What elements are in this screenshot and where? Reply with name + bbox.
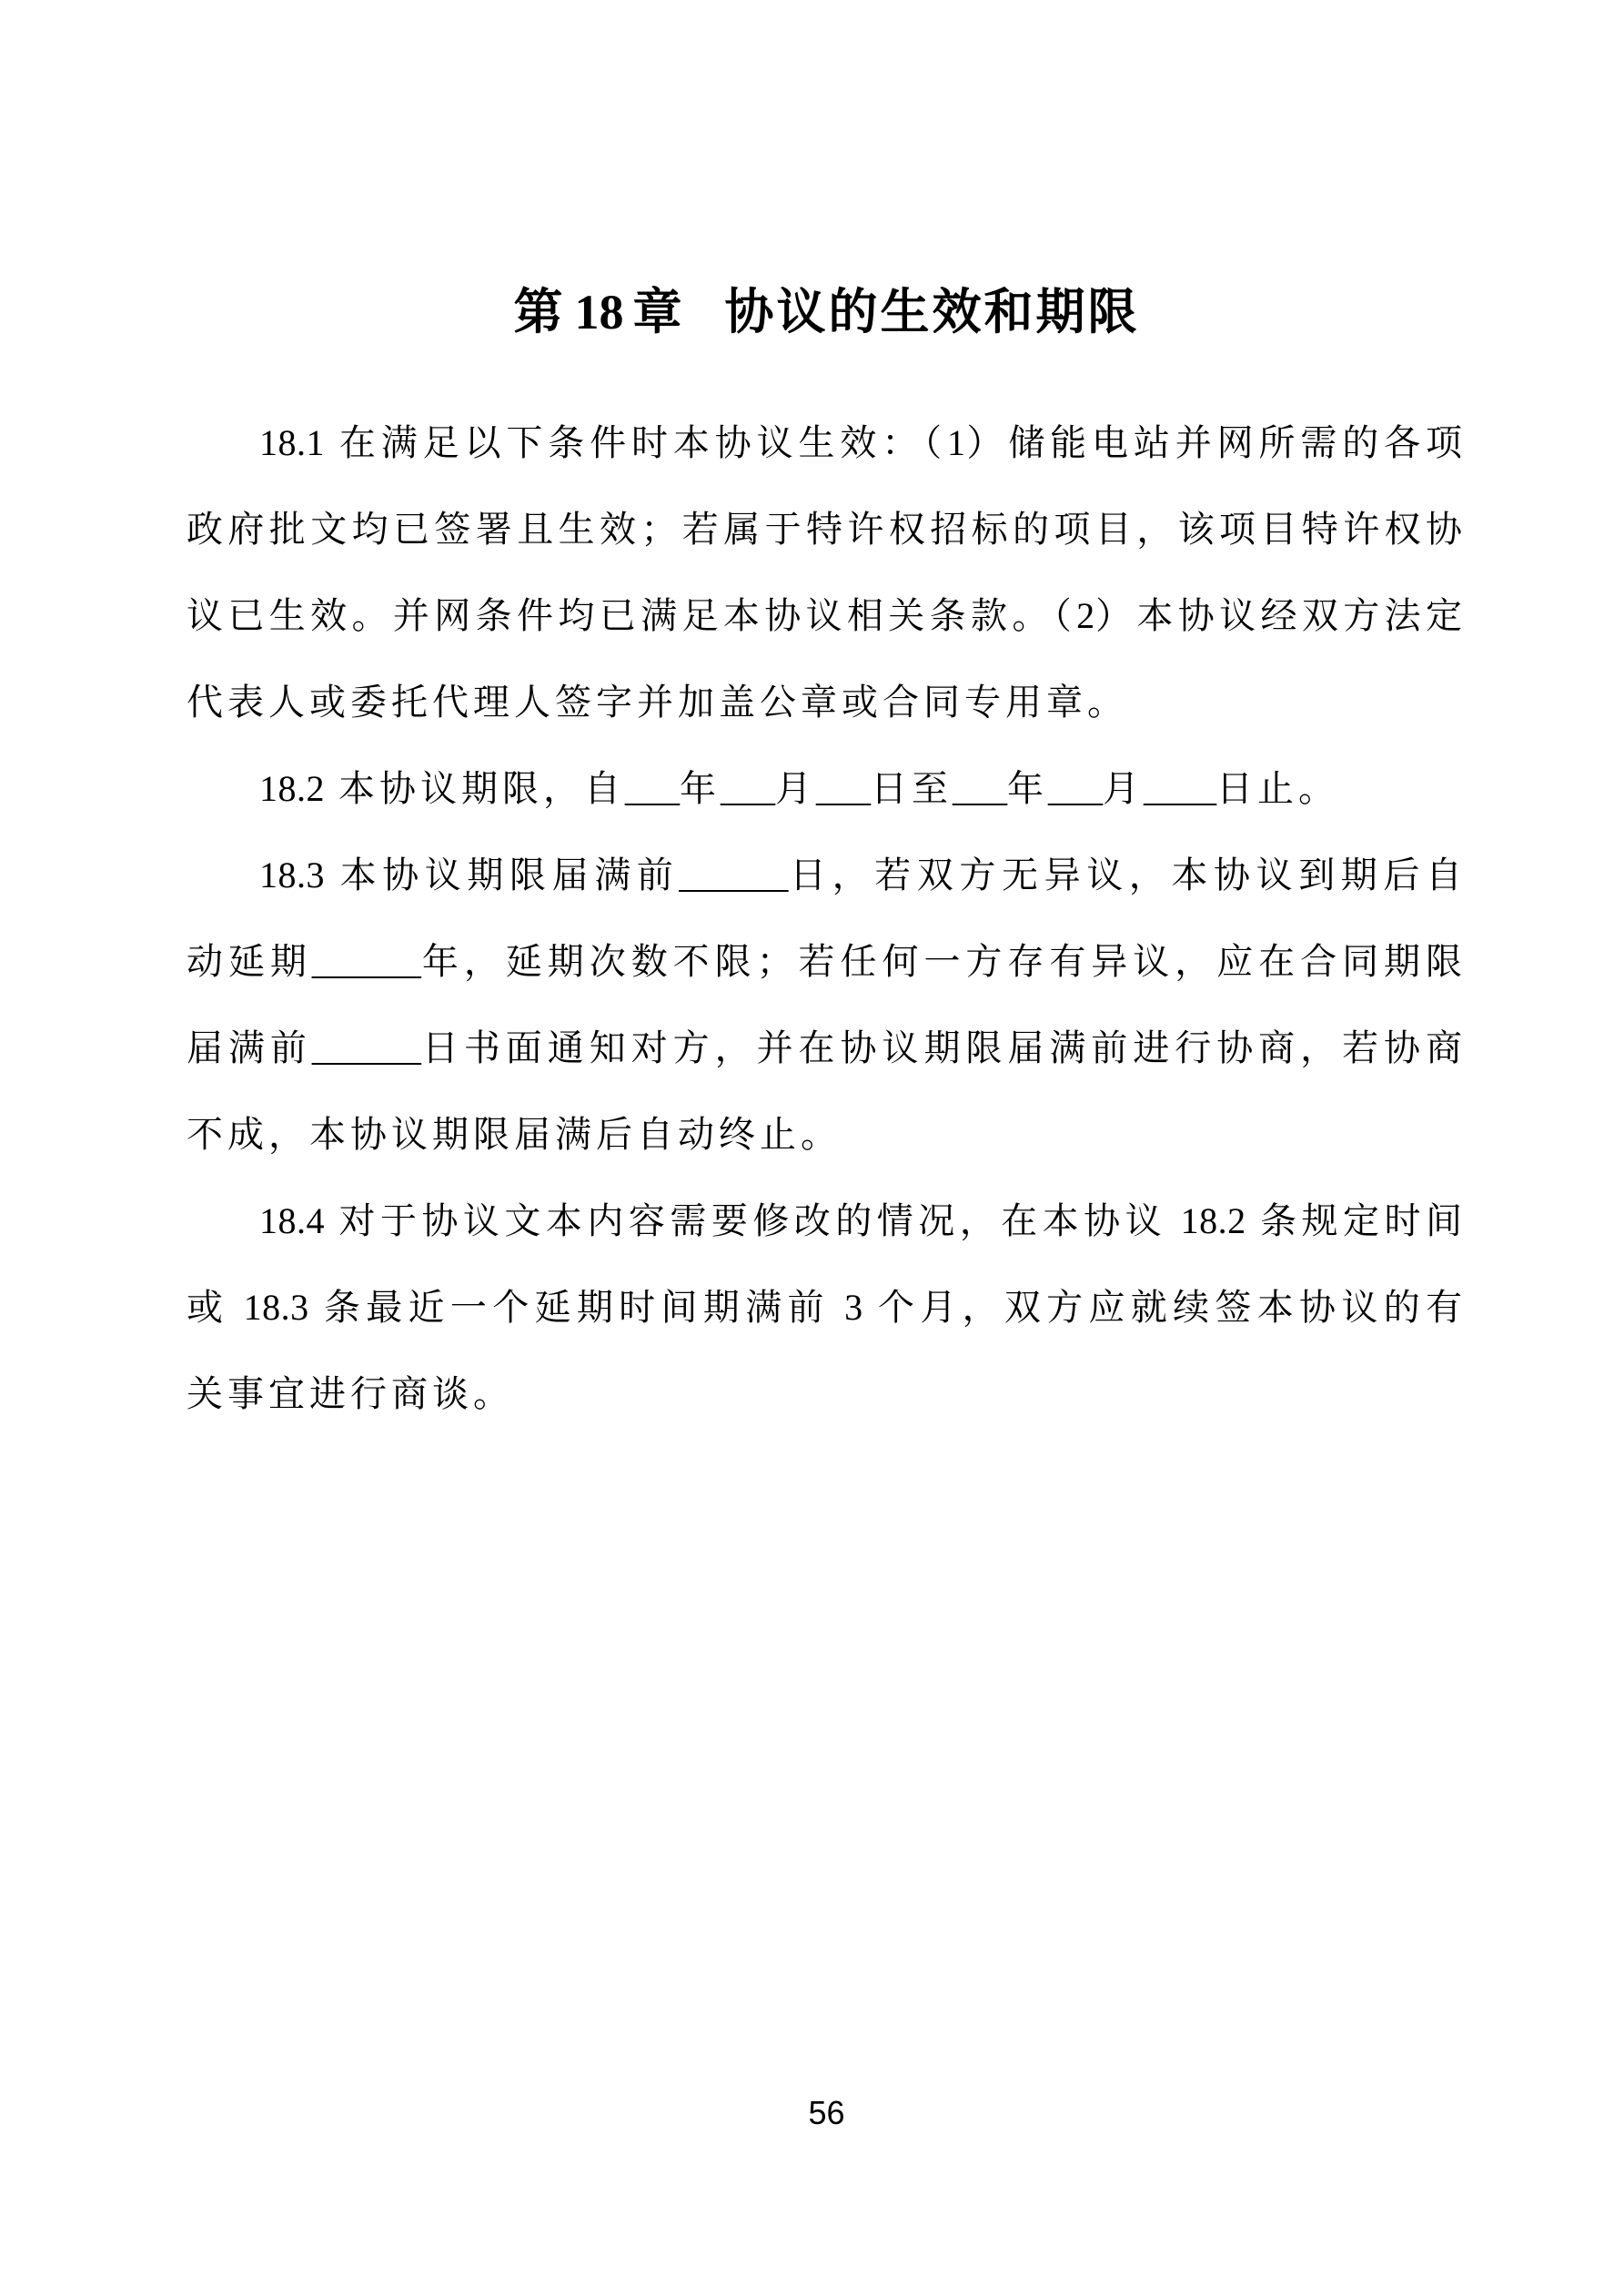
chapter-prefix: 第 — [513, 285, 566, 339]
fill-in-blank: ___ — [625, 768, 680, 809]
paragraph-18-2: 18.2 本协议期限，自___年___月___日至___年___月____日止。 — [259, 768, 1339, 809]
fill-in-blank: ______ — [311, 1027, 421, 1068]
fill-in-blank: ___ — [1048, 768, 1103, 809]
paragraph-18-1: 18.1 在满足以下条件时本协议生效：（1）储能电站并网所需的各项政府批文均已签署且生效；若属于特许权招标的项目，该项目特许权协议已生效。并网条件均已满足本协议相关条款。（2）本协议经双方法定代表人或委托代理人签字并加盖公章或合同专用章。 — [187, 422, 1468, 723]
fill-in-blank: ___ — [816, 768, 871, 809]
fill-in-blank: ______ — [311, 941, 421, 982]
page-number: 56 — [808, 2094, 845, 2131]
chapter-title: 协议的生效和期限 — [724, 285, 1140, 339]
chapter-number: 18 — [574, 285, 624, 339]
chapter-suffix: 章 — [632, 285, 685, 339]
fill-in-blank: ___ — [721, 768, 775, 809]
chapter-heading — [187, 284, 1467, 340]
fill-in-blank: ______ — [679, 855, 789, 895]
paragraph-18-4: 18.4 对于协议文本内容需要修改的情况，在本协议 18.2 条规定时间或 18.3 条最近一个延期时间期满前 3 个月，双方应就续签本协议的有关事宜进行商谈。 — [187, 1200, 1468, 1414]
fill-in-blank: ___ — [953, 768, 1007, 809]
fill-in-blank: ____ — [1144, 768, 1216, 809]
document-body — [187, 400, 1467, 1437]
paragraph-18-3: 18.3 本协议期限届满前______日，若双方无异议，本协议到期后自动延期______年，延期次数不限；若任何一方存有异议，应在合同期限届满前______日书面通知对方，并在协议期限届满前进行协商，若协商不成，本协议期限届满后自动终止。 — [187, 855, 1468, 1155]
